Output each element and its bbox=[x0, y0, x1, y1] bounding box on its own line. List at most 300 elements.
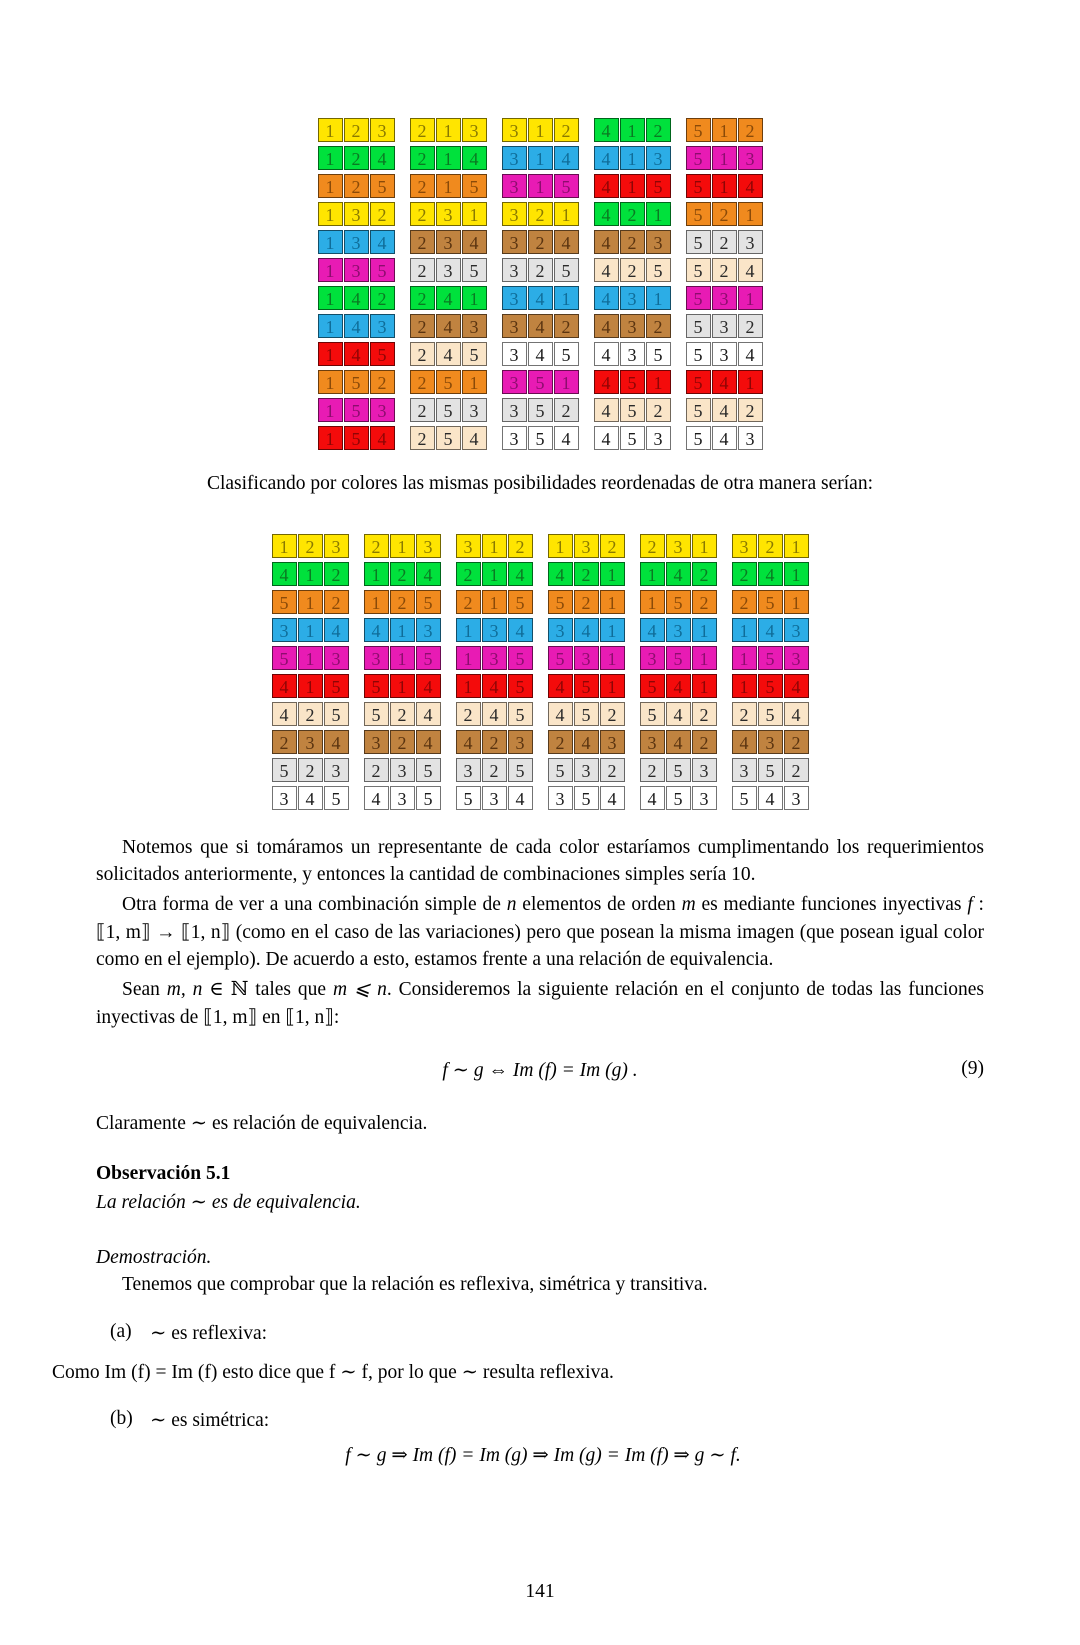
grid-column bbox=[272, 534, 349, 814]
tile-row bbox=[548, 618, 625, 642]
tile-cell: 2 bbox=[600, 702, 625, 726]
tile-row bbox=[456, 590, 533, 614]
tile-row bbox=[502, 230, 579, 254]
tile-cell: 3 bbox=[712, 342, 737, 366]
grid-column bbox=[502, 118, 579, 454]
tile-row bbox=[640, 730, 717, 754]
paragraph-claramente: Claramente ∼ es relación de equivalencia. bbox=[96, 1112, 428, 1134]
tile-cell: 1 bbox=[298, 646, 323, 670]
tile-row bbox=[318, 146, 395, 170]
document-page bbox=[0, 118, 1080, 1645]
tile-cell: 2 bbox=[574, 590, 599, 614]
tile-cell: 5 bbox=[436, 398, 461, 422]
tile-cell: 4 bbox=[594, 370, 619, 394]
tile-row bbox=[686, 370, 763, 394]
tile-cell: 5 bbox=[686, 174, 711, 198]
tile-cell: 4 bbox=[272, 674, 297, 698]
tile-cell: 3 bbox=[416, 618, 441, 642]
tile-row bbox=[594, 258, 671, 282]
tile-row bbox=[456, 646, 533, 670]
math-m: m bbox=[681, 894, 696, 916]
tile-cell: 3 bbox=[502, 286, 527, 310]
tile-cell: 1 bbox=[620, 174, 645, 198]
tile-cell: 4 bbox=[594, 202, 619, 226]
tile-cell: 2 bbox=[456, 562, 481, 586]
tile-row bbox=[640, 758, 717, 782]
tile-row bbox=[732, 730, 809, 754]
tile-cell: 1 bbox=[272, 534, 297, 558]
tile-cell: 1 bbox=[436, 146, 461, 170]
permutation-grid-second bbox=[0, 534, 1080, 814]
tile-cell: 4 bbox=[594, 258, 619, 282]
tile-row bbox=[502, 314, 579, 338]
tile-cell: 1 bbox=[548, 534, 573, 558]
tile-cell: 1 bbox=[732, 618, 757, 642]
tile-cell: 3 bbox=[548, 786, 573, 810]
tile-cell: 4 bbox=[344, 314, 369, 338]
tile-cell: 5 bbox=[758, 646, 783, 670]
tile-row bbox=[686, 314, 763, 338]
tile-cell: 2 bbox=[370, 370, 395, 394]
tile-cell: 5 bbox=[574, 674, 599, 698]
tile-row bbox=[410, 398, 487, 422]
tile-cell: 2 bbox=[600, 758, 625, 782]
tile-cell: 1 bbox=[436, 174, 461, 198]
tile-cell: 3 bbox=[370, 314, 395, 338]
tile-cell: 5 bbox=[548, 590, 573, 614]
tile-row bbox=[732, 562, 809, 586]
proof-item-a-label: ∼ es reflexiva: bbox=[150, 1322, 268, 1344]
tile-row bbox=[272, 730, 349, 754]
tile-cell: 3 bbox=[692, 786, 717, 810]
tile-cell: 1 bbox=[600, 646, 625, 670]
tile-row bbox=[456, 730, 533, 754]
tile-cell: 2 bbox=[646, 118, 671, 142]
tile-row bbox=[364, 646, 441, 670]
tile-row bbox=[410, 286, 487, 310]
tile-cell: 1 bbox=[554, 370, 579, 394]
tile-cell: 3 bbox=[666, 618, 691, 642]
tile-cell: 1 bbox=[318, 230, 343, 254]
tile-cell: 4 bbox=[712, 426, 737, 450]
tile-cell: 4 bbox=[732, 730, 757, 754]
tile-cell: 5 bbox=[620, 398, 645, 422]
equation-9-row bbox=[0, 1058, 1080, 1082]
tile-cell: 4 bbox=[324, 730, 349, 754]
tile-row bbox=[594, 146, 671, 170]
proof-item-b-marker: (b) bbox=[110, 1408, 133, 1430]
tile-row bbox=[364, 702, 441, 726]
tile-cell: 2 bbox=[410, 342, 435, 366]
tile-cell: 1 bbox=[620, 146, 645, 170]
tile-cell: 1 bbox=[456, 646, 481, 670]
tile-cell: 1 bbox=[462, 286, 487, 310]
paragraph-notemos: Notemos que si tomáramos un representante de cada color estaríamos cumplimentando los requerimientos solicitados anteriormente, y entonces la cantidad de combinaciones simples sería 10. bbox=[96, 836, 984, 886]
tile-cell: 1 bbox=[318, 118, 343, 142]
tile-cell: 3 bbox=[324, 534, 349, 558]
grid-column bbox=[318, 118, 395, 454]
tile-row bbox=[640, 618, 717, 642]
proof-item-b-label: ∼ es simétrica: bbox=[150, 1410, 270, 1432]
tile-cell: 4 bbox=[416, 562, 441, 586]
tile-row bbox=[640, 702, 717, 726]
tile-cell: 5 bbox=[686, 146, 711, 170]
tile-cell: 5 bbox=[370, 174, 395, 198]
tile-row bbox=[364, 618, 441, 642]
tile-row bbox=[548, 730, 625, 754]
tile-cell: 3 bbox=[666, 534, 691, 558]
tile-cell: 2 bbox=[410, 146, 435, 170]
tile-cell: 3 bbox=[462, 398, 487, 422]
observacion-heading: Observación 5.1 bbox=[96, 1163, 231, 1185]
tile-cell: 1 bbox=[712, 118, 737, 142]
otra-text-4: (como en el caso de las variaciones) pero que posean la misma imagen (que posean igual color como en el ejemplo). De acuerdo a esto, estamos frente a una relación de equivalencia. bbox=[96, 921, 984, 971]
tile-row bbox=[594, 202, 671, 226]
tile-cell: 4 bbox=[548, 702, 573, 726]
tile-row bbox=[318, 118, 395, 142]
tile-cell: 3 bbox=[600, 730, 625, 754]
tile-row bbox=[456, 674, 533, 698]
grid-column bbox=[732, 534, 809, 814]
tile-cell: 4 bbox=[482, 674, 507, 698]
tile-row bbox=[410, 342, 487, 366]
tile-cell: 3 bbox=[462, 118, 487, 142]
tile-cell: 5 bbox=[508, 758, 533, 782]
tile-row bbox=[502, 426, 579, 450]
tile-cell: 2 bbox=[324, 590, 349, 614]
tile-cell: 2 bbox=[712, 202, 737, 226]
tile-cell: 2 bbox=[640, 758, 665, 782]
tile-row bbox=[732, 786, 809, 810]
tile-cell: 2 bbox=[692, 702, 717, 726]
tile-cell: 4 bbox=[456, 730, 481, 754]
tile-cell: 4 bbox=[508, 786, 533, 810]
tile-row bbox=[456, 618, 533, 642]
tile-cell: 3 bbox=[732, 758, 757, 782]
tile-cell: 2 bbox=[344, 118, 369, 142]
tile-row bbox=[364, 534, 441, 558]
tile-cell: 4 bbox=[370, 230, 395, 254]
tile-cell: 4 bbox=[548, 674, 573, 698]
observacion-statement: La relación ∼ es de equivalencia. bbox=[96, 1192, 361, 1214]
tile-cell: 5 bbox=[666, 590, 691, 614]
tile-cell: 5 bbox=[364, 702, 389, 726]
tile-cell: 2 bbox=[390, 702, 415, 726]
tile-cell: 5 bbox=[528, 426, 553, 450]
tile-cell: 3 bbox=[462, 314, 487, 338]
tile-row bbox=[272, 590, 349, 614]
tile-cell: 5 bbox=[508, 702, 533, 726]
tile-cell: 3 bbox=[364, 646, 389, 670]
tile-cell: 3 bbox=[416, 534, 441, 558]
tile-cell: 3 bbox=[784, 786, 809, 810]
tile-row bbox=[732, 534, 809, 558]
tile-cell: 2 bbox=[410, 230, 435, 254]
tile-cell: 1 bbox=[600, 590, 625, 614]
tile-cell: 3 bbox=[738, 426, 763, 450]
tile-cell: 5 bbox=[528, 370, 553, 394]
tile-row bbox=[364, 758, 441, 782]
tile-cell: 4 bbox=[344, 342, 369, 366]
tile-row bbox=[686, 202, 763, 226]
grid-column bbox=[548, 534, 625, 814]
tile-cell: 5 bbox=[646, 342, 671, 366]
tile-row bbox=[548, 646, 625, 670]
tile-cell: 2 bbox=[528, 230, 553, 254]
tile-row bbox=[272, 702, 349, 726]
math-f: f bbox=[967, 894, 973, 916]
tile-cell: 4 bbox=[666, 730, 691, 754]
tile-cell: 2 bbox=[456, 590, 481, 614]
tile-cell: 1 bbox=[692, 618, 717, 642]
tile-row bbox=[456, 562, 533, 586]
tile-cell: 2 bbox=[482, 758, 507, 782]
tile-cell: 1 bbox=[554, 286, 579, 310]
tile-cell: 4 bbox=[416, 730, 441, 754]
tile-cell: 5 bbox=[548, 646, 573, 670]
tile-cell: 3 bbox=[502, 202, 527, 226]
tile-cell: 3 bbox=[344, 230, 369, 254]
tile-row bbox=[272, 534, 349, 558]
tile-cell: 3 bbox=[784, 646, 809, 670]
tile-cell: 3 bbox=[574, 534, 599, 558]
tile-cell: 3 bbox=[548, 618, 573, 642]
tile-cell: 2 bbox=[692, 730, 717, 754]
tile-row bbox=[502, 398, 579, 422]
tile-cell: 1 bbox=[318, 426, 343, 450]
tile-cell: 2 bbox=[738, 314, 763, 338]
tile-cell: 2 bbox=[370, 286, 395, 310]
tile-cell: 5 bbox=[370, 258, 395, 282]
tile-cell: 4 bbox=[640, 786, 665, 810]
tile-cell: 5 bbox=[508, 674, 533, 698]
math-mn: m, n bbox=[166, 979, 203, 1001]
tile-cell: 5 bbox=[554, 342, 579, 366]
tile-cell: 5 bbox=[528, 398, 553, 422]
tile-cell: 1 bbox=[528, 118, 553, 142]
tile-cell: 4 bbox=[600, 786, 625, 810]
proof-item-a bbox=[0, 1321, 1080, 1345]
tile-cell: 3 bbox=[272, 786, 297, 810]
tile-cell: 3 bbox=[784, 618, 809, 642]
tile-cell: 3 bbox=[370, 118, 395, 142]
tile-cell: 4 bbox=[324, 618, 349, 642]
tile-row bbox=[548, 534, 625, 558]
tile-cell: 2 bbox=[390, 730, 415, 754]
tile-cell: 4 bbox=[758, 562, 783, 586]
tile-row bbox=[686, 230, 763, 254]
otra-text-2: elementos de orden bbox=[516, 894, 682, 916]
tile-cell: 3 bbox=[738, 146, 763, 170]
tile-cell: 5 bbox=[344, 426, 369, 450]
tile-row bbox=[686, 342, 763, 366]
tile-row bbox=[272, 758, 349, 782]
tile-cell: 1 bbox=[318, 370, 343, 394]
tile-cell: 3 bbox=[344, 258, 369, 282]
grid-column bbox=[456, 534, 533, 814]
tile-row bbox=[686, 286, 763, 310]
tile-row bbox=[272, 786, 349, 810]
tile-cell: 2 bbox=[528, 258, 553, 282]
tile-cell: 5 bbox=[324, 786, 349, 810]
tile-cell: 5 bbox=[640, 702, 665, 726]
tile-cell: 5 bbox=[462, 258, 487, 282]
tile-cell: 5 bbox=[686, 398, 711, 422]
equation-9-body: f ∼ g ⇔ Im (f) = Im (g) . bbox=[442, 1059, 638, 1081]
tile-cell: 2 bbox=[344, 146, 369, 170]
tile-row bbox=[732, 646, 809, 670]
tile-cell: 1 bbox=[390, 674, 415, 698]
tile-cell: 2 bbox=[390, 562, 415, 586]
tile-cell: 2 bbox=[528, 202, 553, 226]
tile-cell: 1 bbox=[732, 674, 757, 698]
tile-cell: 1 bbox=[318, 146, 343, 170]
tile-row bbox=[318, 314, 395, 338]
tile-cell: 4 bbox=[528, 342, 553, 366]
tile-cell: 3 bbox=[502, 118, 527, 142]
tile-cell: 3 bbox=[738, 230, 763, 254]
tile-cell: 4 bbox=[344, 286, 369, 310]
tile-row bbox=[410, 174, 487, 198]
tile-cell: 1 bbox=[390, 534, 415, 558]
tile-cell: 3 bbox=[620, 342, 645, 366]
tile-cell: 3 bbox=[620, 314, 645, 338]
tile-cell: 3 bbox=[436, 230, 461, 254]
tile-cell: 3 bbox=[436, 202, 461, 226]
tile-cell: 1 bbox=[318, 286, 343, 310]
tile-cell: 2 bbox=[410, 174, 435, 198]
tile-cell: 5 bbox=[620, 370, 645, 394]
tile-cell: 1 bbox=[390, 646, 415, 670]
tile-cell: 1 bbox=[298, 674, 323, 698]
tile-cell: 5 bbox=[574, 702, 599, 726]
tile-cell: 2 bbox=[620, 202, 645, 226]
tile-cell: 2 bbox=[508, 534, 533, 558]
tile-cell: 3 bbox=[574, 758, 599, 782]
tile-row bbox=[548, 590, 625, 614]
tile-row bbox=[456, 534, 533, 558]
tile-cell: 3 bbox=[502, 370, 527, 394]
tile-cell: 4 bbox=[508, 618, 533, 642]
sean-text-2: ∈ ℕ tales que bbox=[202, 979, 333, 1001]
paragraph-sean bbox=[0, 976, 1080, 1031]
tile-cell: 4 bbox=[594, 230, 619, 254]
tile-cell: 2 bbox=[390, 590, 415, 614]
tile-row bbox=[640, 590, 717, 614]
tile-cell: 1 bbox=[784, 590, 809, 614]
tile-cell: 2 bbox=[646, 398, 671, 422]
tile-cell: 3 bbox=[502, 342, 527, 366]
tile-cell: 3 bbox=[646, 146, 671, 170]
tile-cell: 2 bbox=[554, 118, 579, 142]
tile-cell: 4 bbox=[738, 258, 763, 282]
tile-cell: 1 bbox=[436, 118, 461, 142]
tile-row bbox=[364, 730, 441, 754]
tile-row bbox=[410, 314, 487, 338]
tile-cell: 4 bbox=[738, 174, 763, 198]
tile-cell: 5 bbox=[554, 174, 579, 198]
tile-row bbox=[364, 674, 441, 698]
tile-cell: 3 bbox=[646, 230, 671, 254]
tile-cell: 4 bbox=[416, 702, 441, 726]
tile-row bbox=[548, 786, 625, 810]
tile-row bbox=[456, 702, 533, 726]
tile-cell: 3 bbox=[344, 202, 369, 226]
tile-cell: 1 bbox=[712, 146, 737, 170]
grid-column bbox=[364, 534, 441, 814]
tile-cell: 1 bbox=[298, 562, 323, 586]
tile-cell: 4 bbox=[272, 702, 297, 726]
tile-cell: 1 bbox=[712, 174, 737, 198]
tile-cell: 4 bbox=[370, 426, 395, 450]
tile-cell: 2 bbox=[738, 118, 763, 142]
tile-cell: 2 bbox=[692, 590, 717, 614]
tile-row bbox=[732, 674, 809, 698]
tile-cell: 4 bbox=[272, 562, 297, 586]
tile-cell: 2 bbox=[712, 230, 737, 254]
tile-cell: 3 bbox=[502, 174, 527, 198]
tile-cell: 3 bbox=[456, 534, 481, 558]
tile-cell: 2 bbox=[640, 534, 665, 558]
tile-cell: 3 bbox=[436, 258, 461, 282]
tile-cell: 4 bbox=[548, 562, 573, 586]
tile-cell: 3 bbox=[502, 146, 527, 170]
tile-cell: 2 bbox=[410, 370, 435, 394]
tile-cell: 3 bbox=[692, 758, 717, 782]
tile-cell: 1 bbox=[784, 534, 809, 558]
tile-cell: 4 bbox=[528, 314, 553, 338]
tile-cell: 3 bbox=[502, 398, 527, 422]
tile-cell: 2 bbox=[784, 730, 809, 754]
demostracion-heading: Demostración. bbox=[96, 1246, 212, 1268]
tile-cell: 4 bbox=[666, 562, 691, 586]
tile-cell: 5 bbox=[364, 674, 389, 698]
tile-cell: 1 bbox=[318, 342, 343, 366]
tile-cell: 1 bbox=[692, 534, 717, 558]
tile-cell: 1 bbox=[600, 618, 625, 642]
tile-cell: 3 bbox=[574, 646, 599, 670]
tile-row bbox=[364, 786, 441, 810]
tile-cell: 5 bbox=[686, 258, 711, 282]
tile-cell: 3 bbox=[502, 314, 527, 338]
tile-cell: 3 bbox=[508, 730, 533, 754]
tile-cell: 1 bbox=[318, 398, 343, 422]
tile-cell: 1 bbox=[456, 674, 481, 698]
tile-cell: 5 bbox=[758, 758, 783, 782]
tile-cell: 3 bbox=[620, 286, 645, 310]
tile-cell: 5 bbox=[462, 174, 487, 198]
tile-row bbox=[594, 230, 671, 254]
tile-cell: 5 bbox=[646, 258, 671, 282]
tile-row bbox=[640, 646, 717, 670]
tile-row bbox=[456, 758, 533, 782]
tile-cell: 2 bbox=[574, 562, 599, 586]
tile-row bbox=[686, 174, 763, 198]
tile-cell: 5 bbox=[436, 370, 461, 394]
tile-cell: 2 bbox=[456, 702, 481, 726]
tile-cell: 4 bbox=[462, 230, 487, 254]
tile-cell: 4 bbox=[528, 286, 553, 310]
tile-row bbox=[318, 370, 395, 394]
tile-cell: 2 bbox=[370, 202, 395, 226]
tile-cell: 2 bbox=[620, 230, 645, 254]
tile-cell: 5 bbox=[272, 590, 297, 614]
otra-map: : ⟦1, m⟧ → ⟦1, n⟧ bbox=[96, 894, 984, 943]
tile-row bbox=[318, 398, 395, 422]
tile-row bbox=[502, 202, 579, 226]
tile-row bbox=[594, 286, 671, 310]
tile-cell: 5 bbox=[370, 342, 395, 366]
